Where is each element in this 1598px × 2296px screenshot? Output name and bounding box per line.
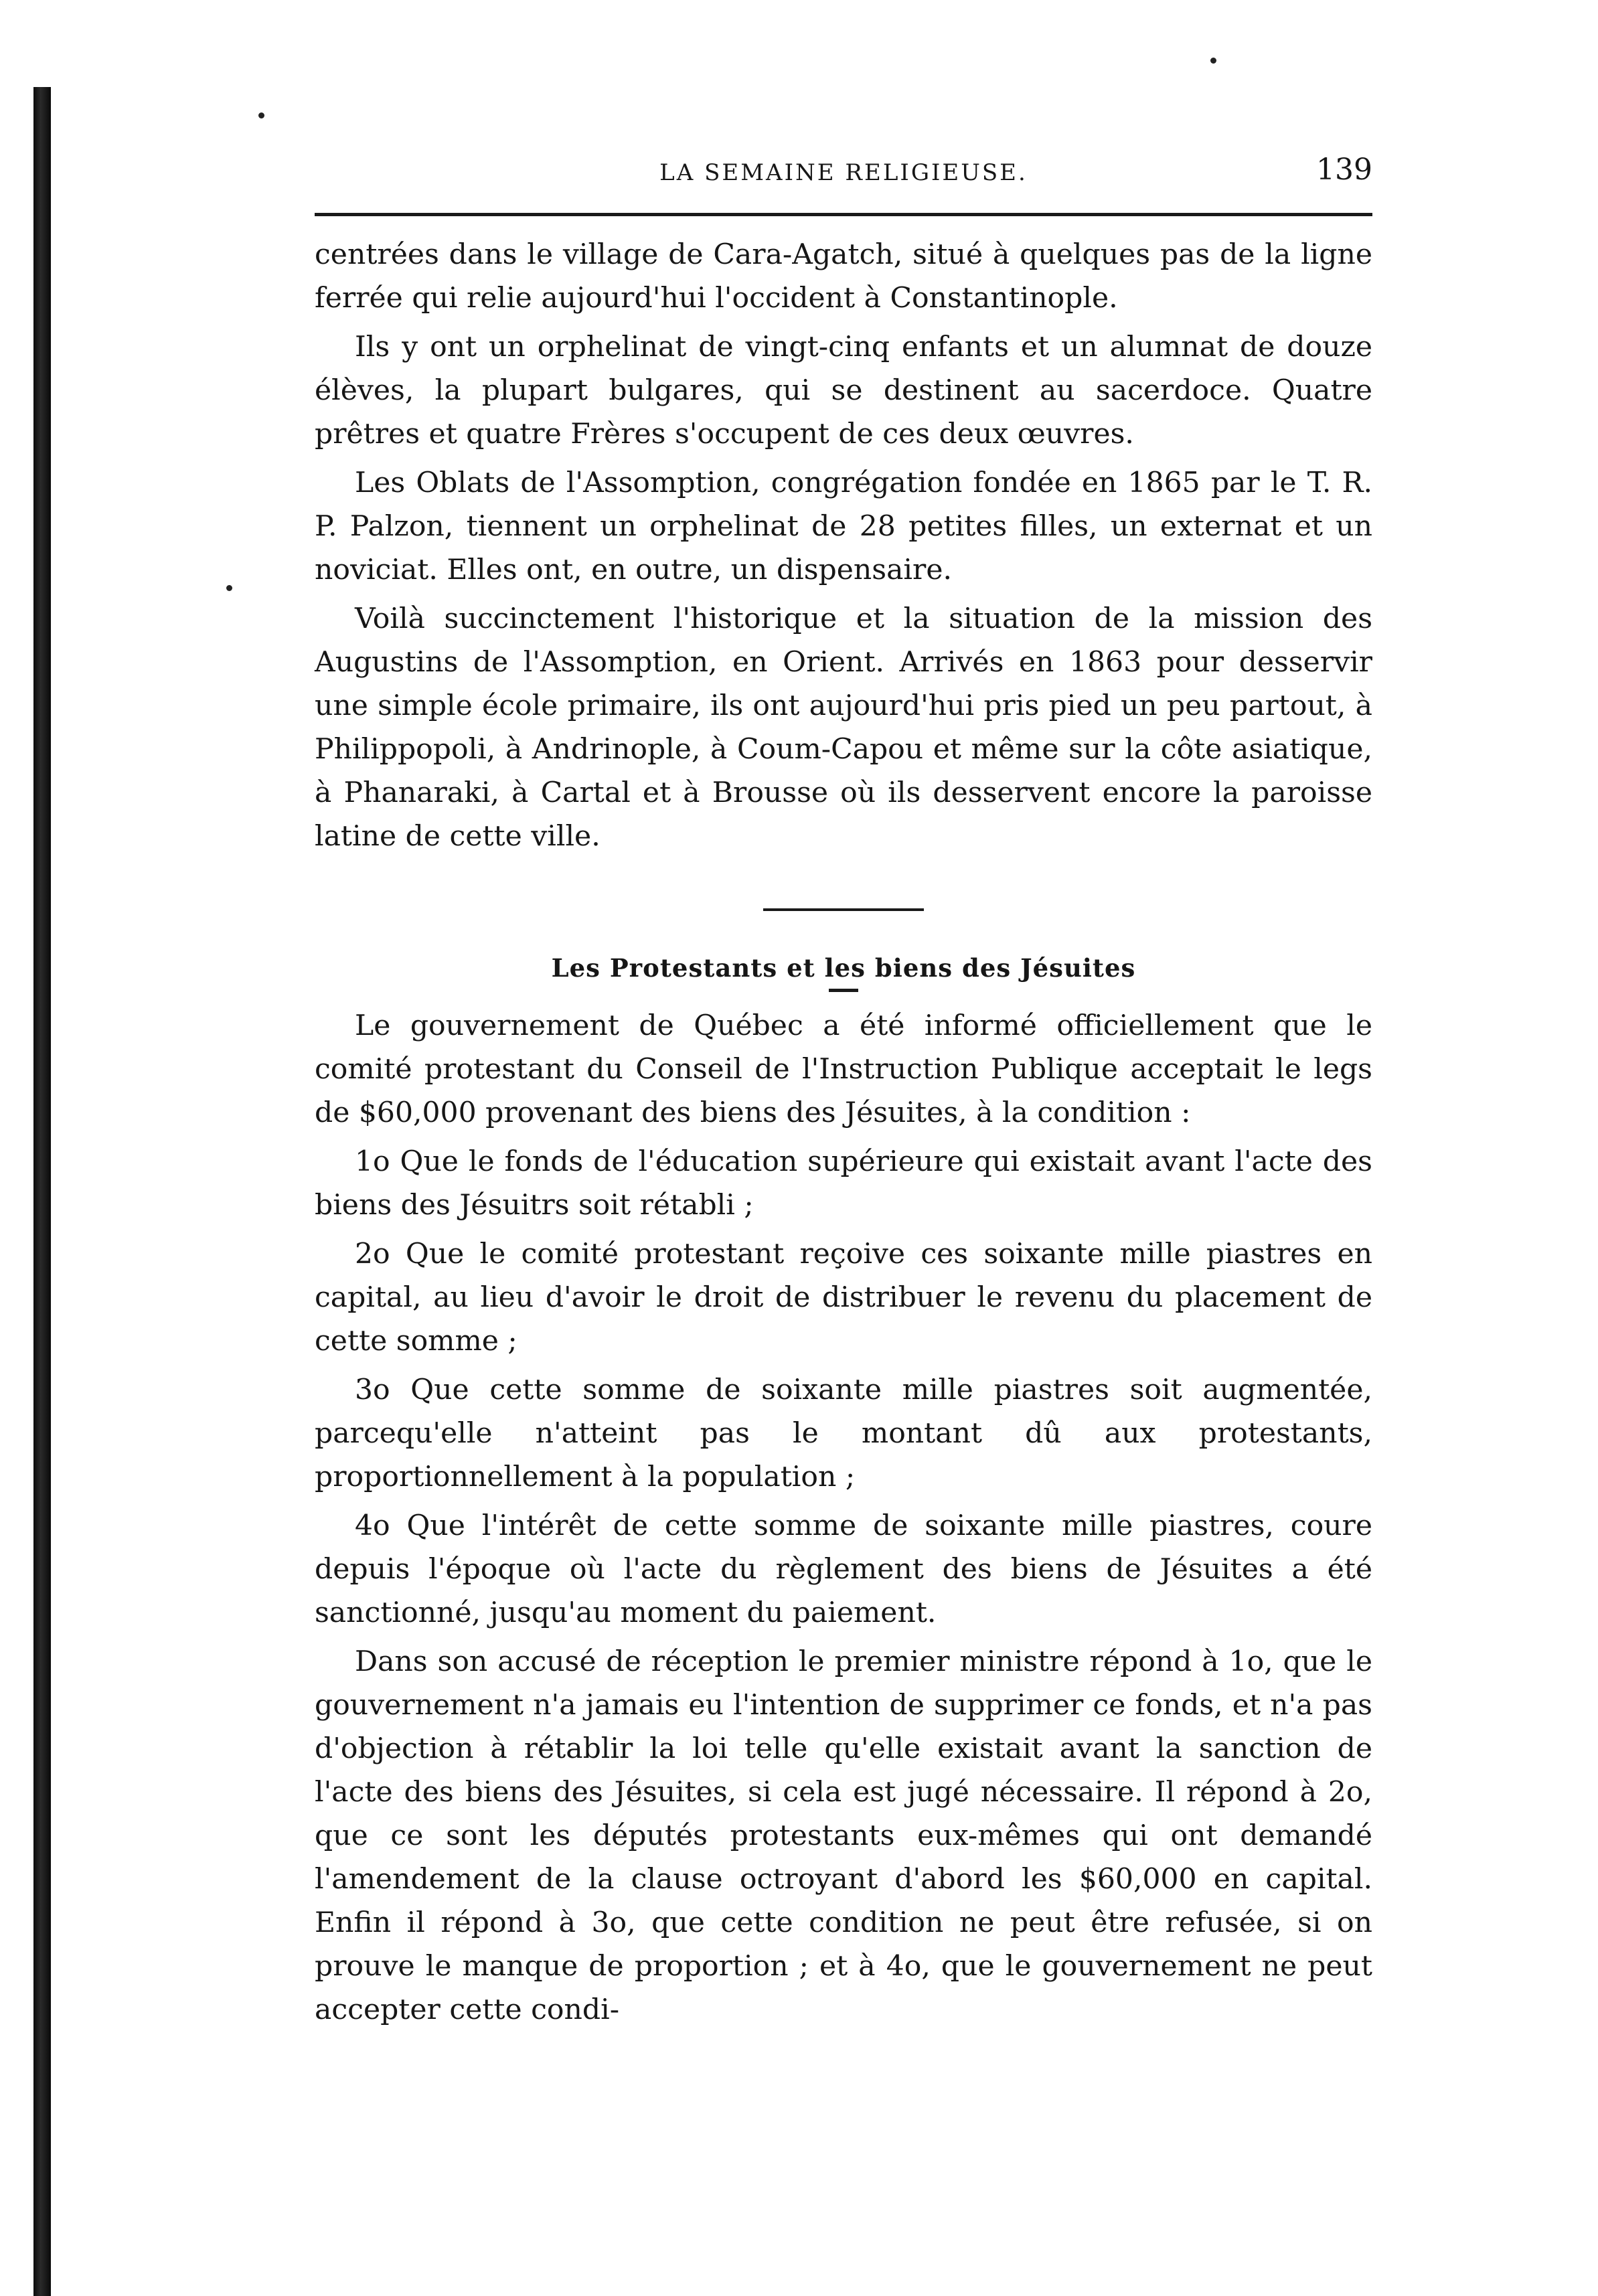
paragraph: centrées dans le village de Cara-Agatch, situé à quelques pas de la ligne ferrée qui relie aujourd'hui l'occident à Constantinople. (315, 238, 1372, 315)
paragraph: Le gouvernement de Québec a été informé officiellement que le comité protestant du Conseil de l'Instruction Publique acceptait le legs de $60,000 provenant des biens des Jésuites, à la condition : (315, 1009, 1372, 1129)
paragraph: Les Oblats de l'Assomption, congrégation fondée en 1865 par le T. R. P. Palzon, tiennent un orphelinat de 28 petites filles, un externat et un noviciat. Elles ont, en outre, un dispensaire. (315, 467, 1372, 586)
condition-item: 2o Que le comité protestant reçoive ces soixante mille piastres en capital, au lieu d'avoir le droit de distribuer le revenu du placement de cette somme ; (315, 1238, 1372, 1358)
ink-speck (258, 112, 264, 118)
article-heading: Les Protestants et les biens des Jésuites (551, 953, 1136, 983)
ink-speck (226, 585, 232, 591)
section-divider (763, 908, 924, 911)
book-spine-shadow (33, 87, 51, 2296)
ink-speck (1210, 58, 1216, 64)
header-rule (315, 213, 1372, 216)
condition-item: 4o Que l'intérêt de cette somme de soixante mille piastres, coure depuis l'époque où l'acte du règlement des biens de Jésuites a été sanctionné, jusqu'au moment du paiement. (315, 1509, 1372, 1629)
condition-item: 1o Que le fonds de l'éducation supérieure qui existait avant l'acte des biens des Jésuitrs soit rétabli ; (315, 1145, 1372, 1222)
running-title: LA SEMAINE RELIGIEUSE. (659, 159, 1028, 186)
page-body (315, 233, 1372, 2037)
article-assumption-mission (315, 233, 1372, 858)
page-number: 139 (1316, 153, 1372, 187)
condition-item: 3o Que cette somme de soixante mille piastres soit augmentée, parcequ'elle n'atteint pas le montant dû aux protestants, proportionnellement à la population ; (315, 1374, 1372, 1493)
heading-dash (829, 989, 858, 992)
page-header (315, 153, 1372, 199)
paragraph: Dans son accusé de réception le premier ministre répond à 1o, que le gouvernement n'a jamais eu l'intention de supprimer ce fonds, et n'a pas d'objection à rétablir la loi telle qu'elle existait avant la sanction de l'acte des biens des Jésuites, si cela est jugé nécessaire. Il répond à 2o, que ce sont les députés protestants eux-mêmes qui ont demandé l'amendement de la clause octroyant d'abord les $60,000 en capital. Enfin il répond à 3o, que cette condition ne peut être refusée, si on prouve le manque de proportion ; et à 4o, que le gouvernement ne peut accepter cette condi- (315, 1645, 1372, 2026)
paragraph: Voilà succinctement l'historique et la situation de la mission des Augustins de l'Assomption, en Orient. Arrivés en 1863 pour desservir une simple école primaire, ils ont aujourd'hui pris pied un peu partout, à Philippopoli, à Andrinople, à Coum-Capou et même sur la côte asiatique, à Phanaraki, à Cartal et à Brousse où ils desservent encore la paroisse latine de cette ville. (315, 602, 1372, 853)
article-protestants-jesuits (315, 951, 1372, 2032)
paragraph: Ils y ont un orphelinat de vingt-cinq enfants et un alumnat de douze élèves, la plupart bulgares, qui se destinent au sacerdoce. Quatre prêtres et quatre Frères s'occupent de ces deux œuvres. (315, 331, 1372, 450)
